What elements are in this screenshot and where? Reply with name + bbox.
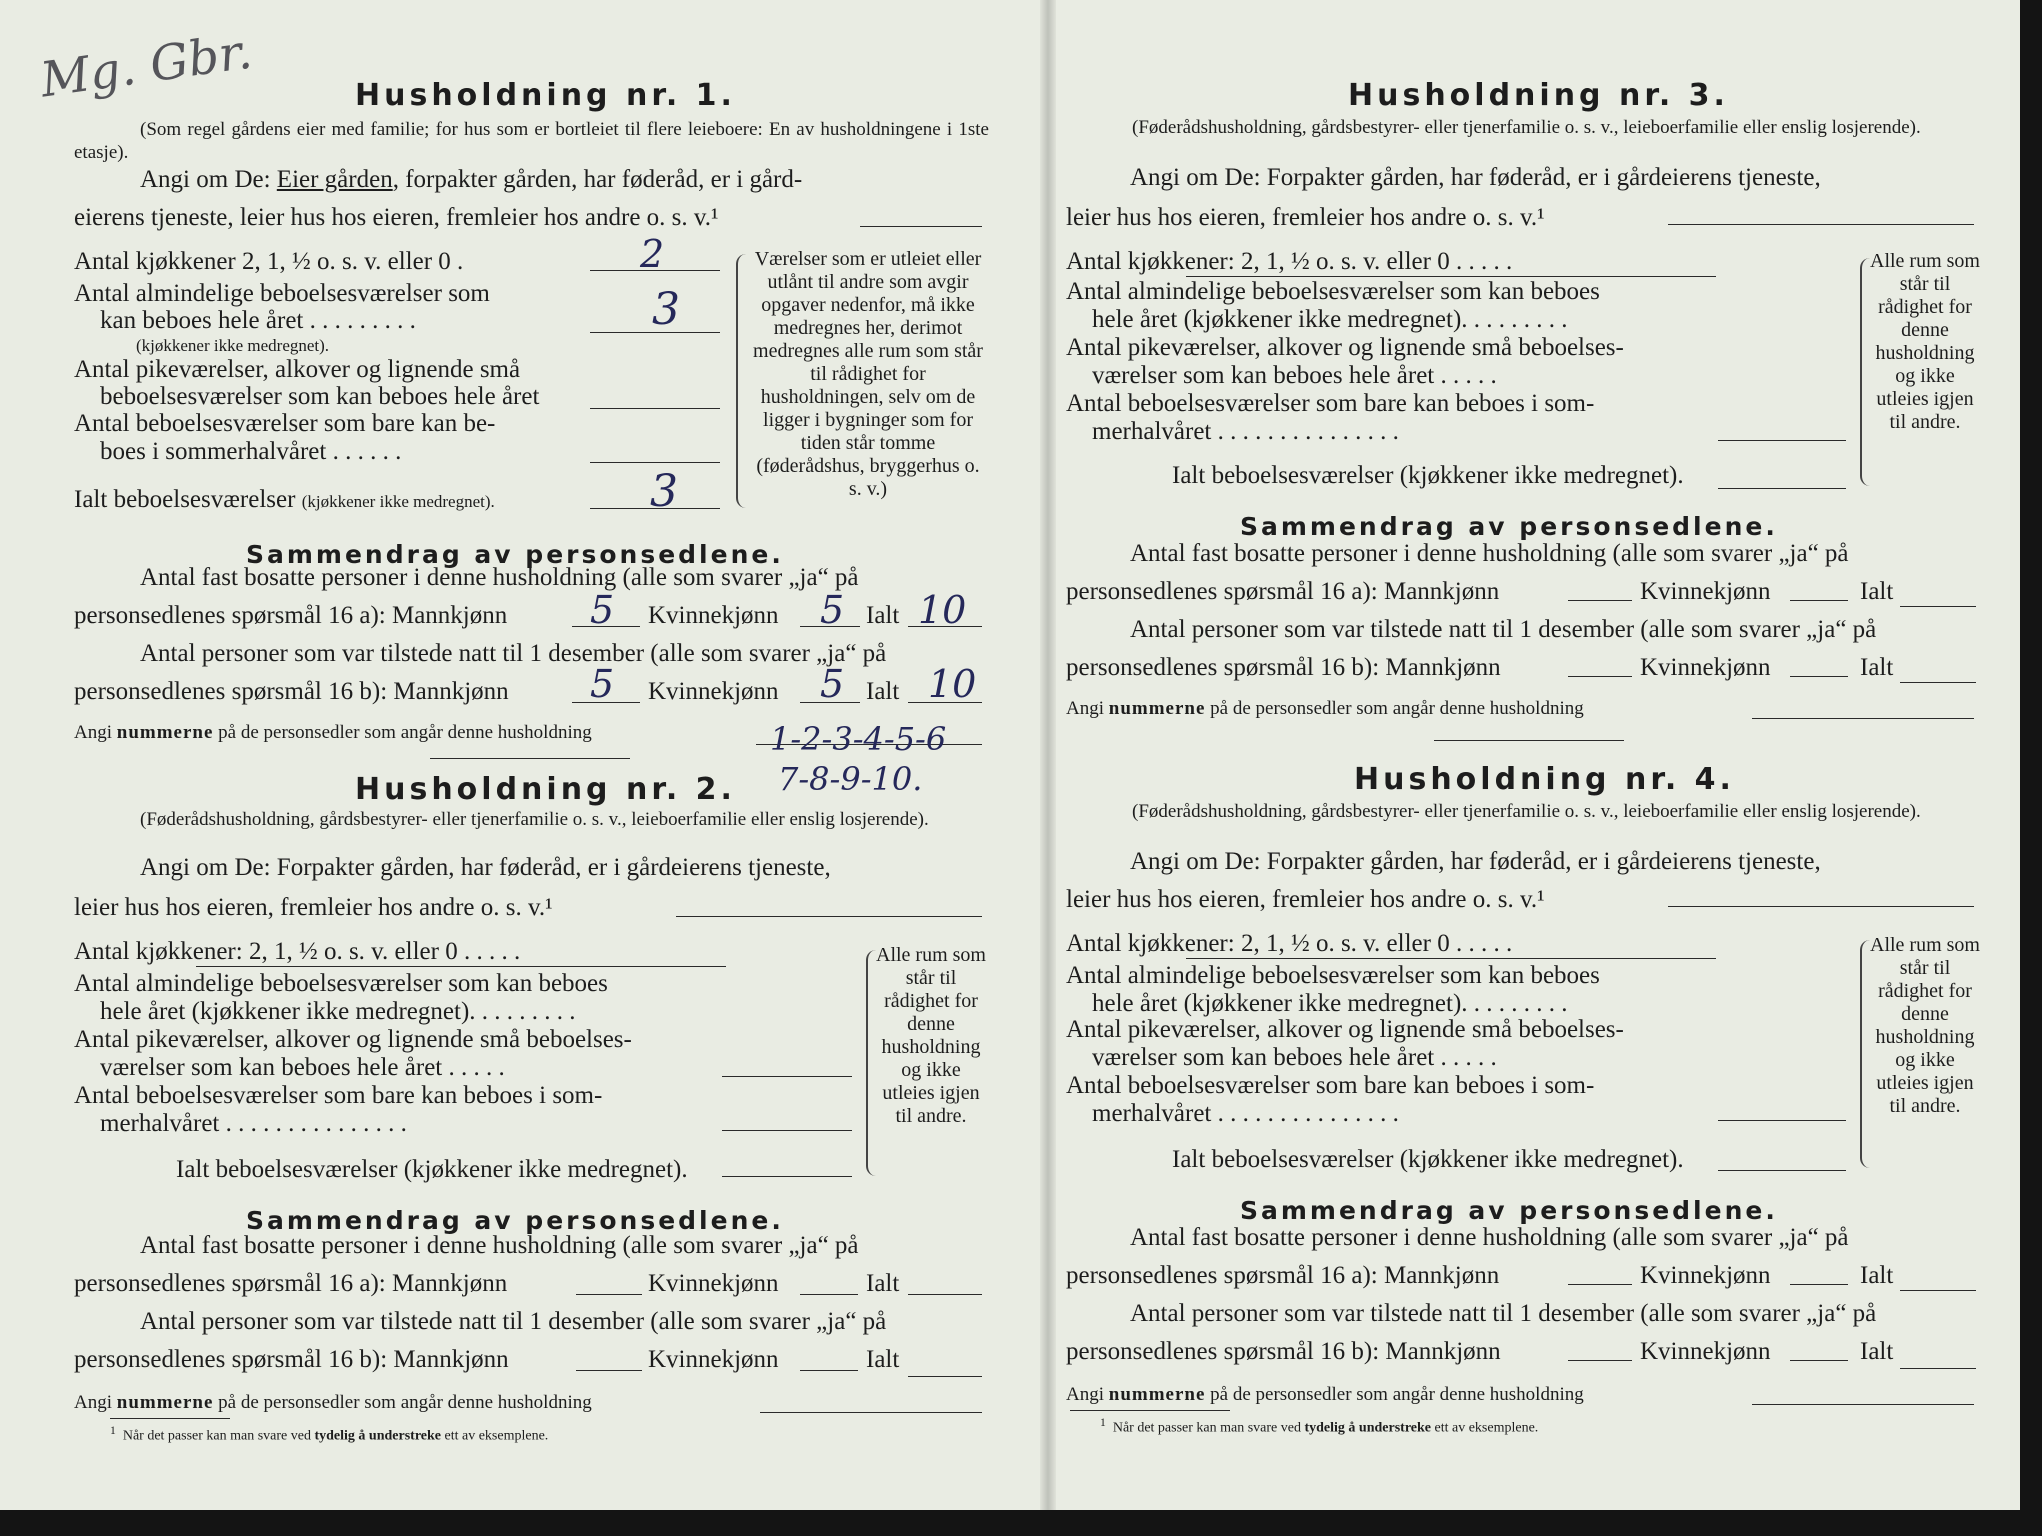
h3-angi-2: leier hus hos eieren, fremleier hos andre o. s. v.¹: [1066, 204, 1545, 231]
h2-fast-kvinne: Kvinnekjønn: [648, 1270, 779, 1297]
h1-angi-line1: Angi om De: Eier gården, forpakter gården, har føderåd, er i gård-: [140, 166, 803, 193]
scan-border-bottom: [0, 1510, 2042, 1536]
h4-fast-2: personsedlenes spørsmål 16 a): Mannkjønn: [1066, 1262, 1500, 1289]
h1-alm-label-1: Antal almindelige beboelsesværelser som: [74, 280, 490, 307]
h3-title: Husholdning nr. 3.: [1348, 78, 1729, 113]
h1-fast-kvinne-label: Kvinnekjønn: [648, 602, 779, 629]
h1-fast-2: personsedlenes spørsmål 16 a): Mannkjønn: [74, 602, 508, 629]
h1-tilstede-ialt-label: Ialt: [866, 678, 900, 705]
h3-pike-2: værelser som kan beboes hele året . . . . .: [1092, 362, 1497, 389]
h3-nummerne: Angi nummerne på de personsedler som angår denne husholdning: [1066, 698, 1584, 719]
h4-angi-2: leier hus hos eieren, fremleier hos andre o. s. v.¹: [1066, 886, 1545, 913]
h3-som-2: merhalvåret . . . . . . . . . . . . . . .: [1092, 418, 1399, 445]
h4-alm-1: Antal almindelige beboelsesværelser som kan beboes: [1066, 962, 1600, 989]
h1-alm-value: 3: [652, 284, 680, 335]
h1-tilstede-ialt: 10: [928, 662, 977, 706]
h2-fast-2: personsedlenes spørsmål 16 a): Mannkjønn: [74, 1270, 508, 1297]
h1-note: Værelser som er utleiet eller utlånt til andre som avgir opgaver nedenfor, må ikke medregnes her, derimot medregnes alle rum som står til rådighet for husholdningen, selv om de ligger i bygninger som for tiden står tomme (føderådshus, bryggerhus o. s. v.): [753, 248, 983, 500]
pencil-stamp: Mg. Gbr.: [37, 23, 256, 109]
h1-title: Husholdning nr. 1.: [355, 78, 736, 113]
h3-sammendrag: Sammendrag av personsedlene.: [1240, 512, 1778, 541]
h4-sammendrag: Sammendrag av personsedlene.: [1240, 1196, 1778, 1225]
h3-note: Alle rum som står til rådighet for denne husholdning og ikke utleies igjen til andre.: [1870, 250, 1980, 433]
h1-fast-kvinne: 5: [820, 588, 845, 632]
h1-kjokken-label: Antal kjøkkener 2, 1, ½ o. s. v. eller 0 .: [74, 248, 464, 275]
h1-tilstede-2: personsedlenes spørsmål 16 b): Mannkjønn: [74, 678, 509, 705]
h4-tilstede-2: personsedlenes spørsmål 16 b): Mannkjønn: [1066, 1338, 1501, 1365]
h1-som-label-1: Antal beboelsesværelser som bare kan be-: [74, 410, 496, 437]
h2-intro: (Føderådshusholdning, gårdsbestyrer- eller tjenerfamilie o. s. v., leieboerfamilie eller enslig losjerende).: [140, 809, 929, 830]
h2-pike-1: Antal pikeværelser, alkover og lignende små beboelses-: [74, 1026, 632, 1053]
h3-som-1: Antal beboelsesværelser som bare kan beboes i som-: [1066, 390, 1595, 417]
h3-fast-ialt: Ialt: [1860, 578, 1894, 605]
h4-tilstede-ialt: Ialt: [1860, 1338, 1894, 1365]
h1-alm-label-2: kan beboes hele året . . . . . . . . .: [100, 307, 416, 334]
h3-intro: (Føderådshusholdning, gårdsbestyrer- eller tjenerfamilie o. s. v., leieboerfamilie eller enslig losjerende).: [1132, 117, 1921, 138]
h3-fast-2: personsedlenes spørsmål 16 a): Mannkjønn: [1066, 578, 1500, 605]
h1-sammendrag: Sammendrag av personsedlene.: [246, 540, 784, 569]
h2-tilstede-1: Antal personer som var tilstede natt til 1 desember (alle som svarer „ja“ på: [140, 1308, 887, 1335]
h2-tilstede-ialt: Ialt: [866, 1346, 900, 1373]
h1-alm-label-3: (kjøkkener ikke medregnet).: [136, 336, 330, 355]
h1-tilstede-kvinne-label: Kvinnekjønn: [648, 678, 779, 705]
h2-tilstede-kvinne: Kvinnekjønn: [648, 1346, 779, 1373]
h2-ialt: Ialt beboelsesværelser (kjøkkener ikke medregnet).: [176, 1156, 688, 1183]
h1-ialt-value: 3: [650, 466, 678, 517]
h2-angi-2: leier hus hos eieren, fremleier hos andre o. s. v.¹: [74, 894, 553, 921]
h2-alm-2: hele året (kjøkkener ikke medregnet). . . . . . . . .: [100, 998, 576, 1025]
h3-tilstede-kvinne: Kvinnekjønn: [1640, 654, 1771, 681]
h1-nummerne: Angi nummerne på de personsedler som angår denne husholdning: [74, 722, 592, 743]
h3-tilstede-2: personsedlenes spørsmål 16 b): Mannkjønn: [1066, 654, 1501, 681]
h3-angi-1: Angi om De: Forpakter gården, har føderåd, er i gårdeierens tjeneste,: [1130, 164, 1821, 191]
h2-fast-1: Antal fast bosatte personer i denne husholdning (alle som svarer „ja“ på: [140, 1232, 859, 1259]
scan-border-right: [2020, 0, 2042, 1536]
h3-kjokken: Antal kjøkkener: 2, 1, ½ o. s. v. eller 0 . . . . .: [1066, 248, 1513, 275]
h1-som-label-2: boes i sommerhalvåret . . . . . .: [100, 438, 402, 465]
h2-alm-1: Antal almindelige beboelsesværelser som kan beboes: [74, 970, 608, 997]
h3-fast-kvinne: Kvinnekjønn: [1640, 578, 1771, 605]
h1-pike-label-1: Antal pikeværelser, alkover og lignende små: [74, 356, 521, 383]
h1-pike-label-2: beboelsesværelser som kan beboes hele året: [100, 383, 540, 410]
h1-fast-ialt: 10: [918, 588, 967, 632]
h4-fast-1: Antal fast bosatte personer i denne husholdning (alle som svarer „ja“ på: [1130, 1224, 1849, 1251]
h1-ialt-label: Ialt beboelsesværelser (kjøkkener ikke medregnet).: [74, 486, 495, 513]
h2-pike-2: værelser som kan beboes hele året . . . . .: [100, 1054, 505, 1081]
h4-ialt: Ialt beboelsesværelser (kjøkkener ikke medregnet).: [1172, 1146, 1684, 1173]
h2-nummerne: Angi nummerne på de personsedler som angår denne husholdning: [74, 1392, 592, 1413]
page-fold: [1040, 0, 1056, 1510]
h2-fast-ialt: Ialt: [866, 1270, 900, 1297]
h4-som-1: Antal beboelsesværelser som bare kan beboes i som-: [1066, 1072, 1595, 1099]
h4-fast-ialt: Ialt: [1860, 1262, 1894, 1289]
h4-tilstede-kvinne: Kvinnekjønn: [1640, 1338, 1771, 1365]
h1-tilstede-1: Antal personer som var tilstede natt til 1 desember (alle som svarer „ja“ på: [140, 640, 887, 667]
h1-tilstede-kvinne: 5: [820, 662, 845, 706]
h4-angi-1: Angi om De: Forpakter gården, har føderåd, er i gårdeierens tjeneste,: [1130, 848, 1821, 875]
h3-alm-1: Antal almindelige beboelsesværelser som kan beboes: [1066, 278, 1600, 305]
h1-intro: (Som regel gårdens eier med familie; for hus som er bortleiet til flere leieboere: En av husholdningene i 1ste etasje).: [74, 119, 989, 163]
h4-nummerne: Angi nummerne på de personsedler som angår denne husholdning: [1066, 1384, 1584, 1405]
h4-fast-kvinne: Kvinnekjønn: [1640, 1262, 1771, 1289]
h2-som-2: merhalvåret . . . . . . . . . . . . . . .: [100, 1110, 407, 1137]
h3-tilstede-ialt: Ialt: [1860, 654, 1894, 681]
h3-alm-2: hele året (kjøkkener ikke medregnet). . . . . . . . .: [1092, 306, 1568, 333]
h2-tilstede-2: personsedlenes spørsmål 16 b): Mannkjønn: [74, 1346, 509, 1373]
h2-som-1: Antal beboelsesværelser som bare kan beboes i som-: [74, 1082, 603, 1109]
h2-sammendrag: Sammendrag av personsedlene.: [246, 1206, 784, 1235]
h4-alm-2: hele året (kjøkkener ikke medregnet). . . . . . . . .: [1092, 990, 1568, 1017]
h1-fast-1: Antal fast bosatte personer i denne husholdning (alle som svarer „ja“ på: [140, 564, 859, 591]
h2-kjokken: Antal kjøkkener: 2, 1, ½ o. s. v. eller 0 . . . . .: [74, 938, 521, 965]
h3-pike-1: Antal pikeværelser, alkover og lignende små beboelses-: [1066, 334, 1624, 361]
h2-title: Husholdning nr. 2.: [355, 772, 736, 807]
h1-fast-ialt-label: Ialt: [866, 602, 900, 629]
h4-som-2: merhalvåret . . . . . . . . . . . . . . .: [1092, 1100, 1399, 1127]
h4-pike-1: Antal pikeværelser, alkover og lignende små beboelses-: [1066, 1016, 1624, 1043]
h4-intro: (Føderådshusholdning, gårdsbestyrer- eller tjenerfamilie o. s. v., leieboerfamilie eller enslig losjerende).: [1132, 801, 1921, 822]
h1-nummerne-1: 1-2-3-4-5-6: [770, 720, 947, 758]
h2-angi-1: Angi om De: Forpakter gården, har føderåd, er i gårdeierens tjeneste,: [140, 854, 831, 881]
h3-ialt: Ialt beboelsesværelser (kjøkkener ikke medregnet).: [1172, 462, 1684, 489]
h4-note: Alle rum som står til rådighet for denne husholdning og ikke utleies igjen til andre.: [1870, 934, 1980, 1117]
h4-tilstede-1: Antal personer som var tilstede natt til 1 desember (alle som svarer „ja“ på: [1130, 1300, 1877, 1327]
h2-note: Alle rum som står til rådighet for denne husholdning og ikke utleies igjen til andre.: [876, 944, 986, 1127]
h3-fast-1: Antal fast bosatte personer i denne husholdning (alle som svarer „ja“ på: [1130, 540, 1849, 567]
h3-tilstede-1: Antal personer som var tilstede natt til 1 desember (alle som svarer „ja“ på: [1130, 616, 1877, 643]
h4-title: Husholdning nr. 4.: [1354, 762, 1735, 797]
h4-pike-2: værelser som kan beboes hele året . . . . .: [1092, 1044, 1497, 1071]
h1-angi-line2: eierens tjeneste, leier hus hos eieren, fremleier hos andre o. s. v.¹: [74, 204, 719, 231]
h1-fast-mann: 5: [590, 588, 615, 632]
h4-kjokken: Antal kjøkkener: 2, 1, ½ o. s. v. eller 0 . . . . .: [1066, 930, 1513, 957]
right-footnote: $^1$ Når det passer kan man svare ved tydelig å understreke ett av eksemplene.: [1100, 1416, 1539, 1436]
left-footnote: $^1$ Når det passer kan man svare ved tydelig å understreke ett av eksemplene.: [110, 1424, 549, 1444]
h1-tilstede-mann: 5: [590, 662, 615, 706]
h1-kjokken-value: 2: [640, 232, 665, 276]
h1-nummerne-2: 7-8-9-10.: [778, 760, 923, 798]
